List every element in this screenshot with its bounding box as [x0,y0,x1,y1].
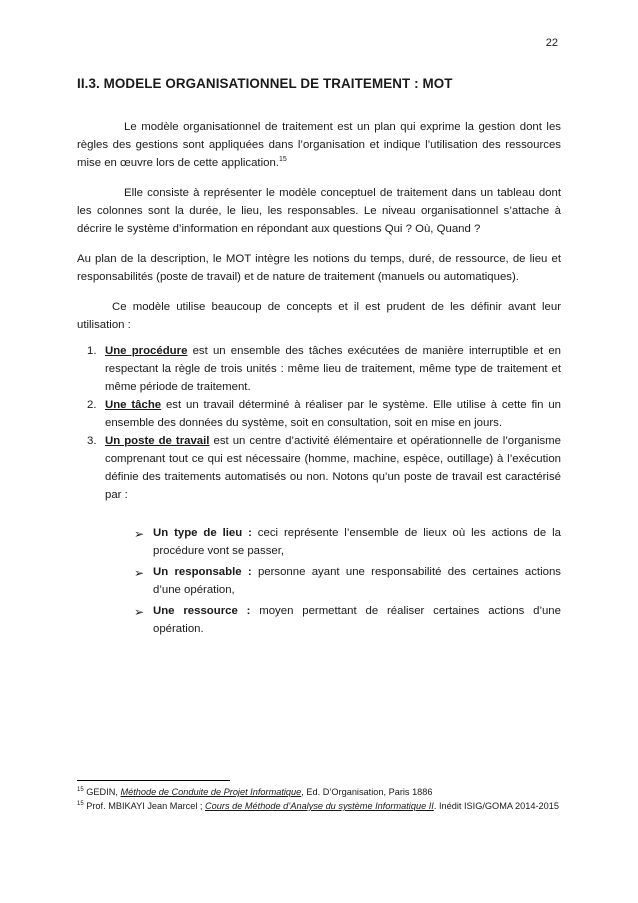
footnote-number: 15 [77,800,84,807]
footnote [77,799,561,813]
footnote-text: GEDIN, [83,787,121,797]
definition: est un travail déterminé à réaliser par le système. Elle utilise à cette fin un ensemble des données du système, soit en consultation, soit en mise en jours. [105,399,561,429]
footnote-separator [77,780,230,781]
footnote [77,785,561,799]
list-number: 1. [87,345,97,357]
list-number: 2. [87,399,97,411]
paragraph-3: Au plan de la description, le MOT intègre les notions du temps, duré, de ressource, de lieu et responsabilités (poste de travail) et de nature de traitement (manuels ou automatiques). [77,253,561,283]
body-text [77,118,561,641]
list-number: 3. [87,435,97,447]
arrow-list-item [133,524,561,560]
term: Une procédure [105,345,188,357]
footnote-title: Méthode de Conduite de Projet Informatique [120,787,302,797]
list-item [77,342,561,396]
definition: est un centre d’activité élémentaire et opérationnelle de l’organisme comprenant tout ce qui est nécessaire (homme, machine, espèce, outillage) à l’exécution définie des traitements automatisés ou non. Notons qu’un poste de travail est caractérisé par : [105,435,561,501]
list-item [77,396,561,432]
arrow-bullet-icon: ➢ [134,527,145,541]
term: Une ressource : [153,605,251,617]
term: Un type de lieu : [153,527,252,539]
definition: personne ayant une responsabilité des certaines actions d’une opération, [153,566,561,596]
section-heading: II.3. MODELE ORGANISATIONNEL DE TRAITEMENT : MOT [77,76,453,91]
definition: ceci représente l’ensemble de lieux où les actions de la procédure vont se passer, [153,527,561,557]
footnote-number: 15 [77,786,84,793]
arrow-bullet-icon: ➢ [134,605,145,619]
list-item [77,432,561,638]
footnote-text: Prof. MBIKAYI Jean Marcel ; [83,801,206,811]
arrow-list-item [133,563,561,599]
paragraph-2: Elle consiste à représenter le modèle conceptuel de traitement dans un tableau dont les colonnes sont la durée, le lieu, les responsables. Le niveau organisationnel s’attache à décrire le système d’information en répondant aux questions Qui ? Où, Quand ? [77,187,561,235]
arrow-bullet-icon: ➢ [134,566,145,580]
paragraph-1 [77,118,561,172]
numbered-list [77,342,561,638]
term: Une tâche [105,399,162,411]
arrow-list [105,524,561,638]
footnote-text: . Inédit ISIG/GOMA 2014-2015 [433,801,559,811]
footnote-ref: 15 [278,156,287,164]
footnote-text: , Ed. D’Organisation, Paris 1886 [301,787,433,797]
paragraph-1-text: Le modèle organisationnel de traitement est un plan qui exprime la gestion dont les règles des gestions sont appliquées dans l’organisation et indique l’utilisation des ressources mise en œuvre lors de cette application. [77,121,561,169]
page-number: 22 [545,37,558,49]
term: Un responsable : [153,566,252,578]
definition: est un ensemble des tâches exécutées de manière interruptible et en respectant la règle de trois unités : même lieu de traitement, même type de traitement et même période de traitement. [105,345,561,393]
footnotes [77,785,561,813]
paragraph-4: Ce modèle utilise beaucoup de concepts et il est prudent de les définir avant leur utilisation : [77,301,561,331]
arrow-list-item [133,602,561,638]
term: Un poste de travail [105,435,210,447]
definition: moyen permettant de réaliser certaines actions d’une opération. [153,605,561,635]
footnote-title: Cours de Méthode d’Analyse du système Informatique II [205,801,434,811]
